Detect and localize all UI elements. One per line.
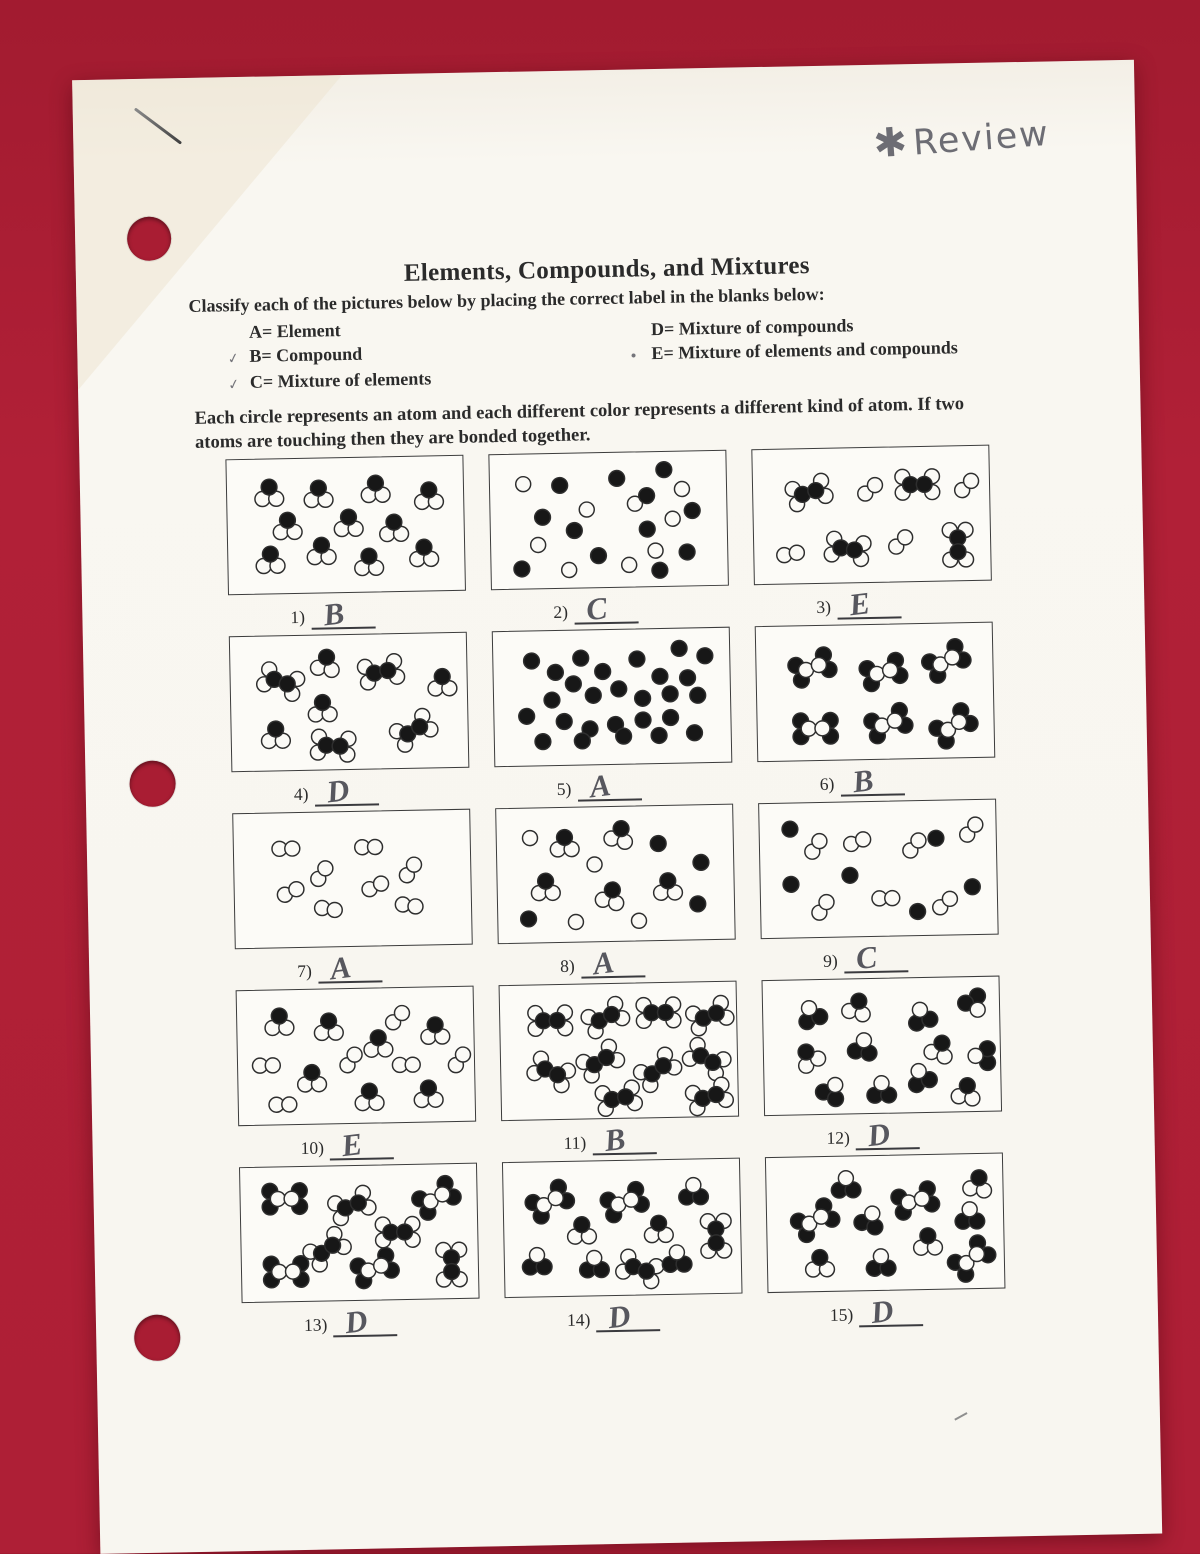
atom-light [968,817,983,832]
answer-row-15 [830,1292,1007,1329]
atom-light [912,1002,927,1017]
atom-light [327,902,342,917]
atom-dark [421,482,437,498]
molecule-diagram-box-2 [488,450,729,591]
atom-light [622,557,637,572]
atom-dark [556,713,572,729]
handwritten-review-note [872,109,1051,167]
atom-dark [412,719,428,735]
atom-light [867,477,882,492]
answer-blank [332,1127,395,1162]
atom-light [674,481,689,496]
worksheet-item-12 [762,976,1003,1158]
atom-dark [556,829,572,845]
atom-dark [629,651,645,667]
atom-light [874,1076,889,1091]
atom-dark [595,663,611,679]
worksheet-item-10 [236,986,477,1168]
answer-blank [316,773,379,808]
answer-blank [861,1294,924,1329]
page-title: Elements, Compounds, and Mixtures [403,252,811,287]
molecule-diagram-box-3 [751,445,992,586]
atom-dark [565,676,581,692]
atom-dark [279,512,295,528]
legend-label: E= Mixture of elements and compounds [651,337,959,364]
atom-dark [434,669,450,685]
atom-dark [660,873,676,889]
atom-light [587,1250,602,1265]
atom-dark [705,1054,721,1070]
atom-dark [971,1170,987,1186]
molecule-diagram-box-13 [239,1163,480,1304]
atom-light [885,891,900,906]
worksheet-item-14 [502,1158,743,1340]
atom-light [455,1047,470,1062]
handwritten-answer: B [602,1120,627,1159]
handwritten-answer: A [327,949,353,987]
handwritten-answer: E [339,1125,365,1164]
legend-label: A= Element [248,320,341,342]
atom-light [828,1077,843,1092]
handwritten-answer: A [587,767,613,805]
legend-label: D= Mixture of compounds [650,315,854,340]
atom-light [318,861,333,876]
item-number: 7) [297,960,313,982]
atom-dark [697,648,713,664]
answer-blank [319,950,382,985]
atom-dark [686,725,702,741]
answer-row-11 [563,1121,740,1158]
atom-dark [549,1012,565,1028]
atom-light [367,839,382,854]
answer-blank [842,763,905,798]
atom-dark [547,664,563,680]
atom-dark [420,1080,436,1096]
worksheet-item-8 [495,804,736,986]
atom-light [665,511,680,526]
pencil-mark [227,336,249,340]
atom-dark [655,1058,671,1074]
atom-light [968,1048,983,1063]
answer-row-7 [297,949,474,986]
atom-light [812,833,827,848]
atom-dark [611,681,627,697]
punch-hole-bottom [134,1314,181,1361]
atom-dark [380,662,396,678]
atom-light [284,1191,299,1206]
atom-light [887,713,902,728]
atom-dark [928,830,944,846]
answer-blank [598,1299,661,1334]
atom-dark [332,738,348,754]
atom-dark [427,1017,443,1033]
atom-light [270,1191,285,1206]
atom-dark [652,668,668,684]
atom-dark [616,728,632,744]
atom-dark [609,470,625,486]
atom-dark [321,1013,337,1029]
atom-dark [574,1217,590,1233]
answer-blank [335,1304,398,1339]
atom-dark [386,514,402,530]
atom-light [406,857,421,872]
atom-dark [350,1195,366,1211]
atom-dark [521,911,537,927]
molecule-diagram-box-8 [495,804,736,945]
answer-blank [579,768,642,803]
atom-dark [319,649,335,665]
atom-dark [708,1235,724,1251]
answer-row-2 [553,590,730,627]
atom-light [914,1191,929,1206]
atom-dark [271,1008,287,1024]
asterisk-mark: ✱ [871,118,911,168]
atom-dark [950,544,966,560]
answer-row-14 [567,1298,744,1335]
molecule-diagram-box-4 [229,632,470,773]
atom-dark [635,712,651,728]
handwritten-answer: E [846,585,872,623]
atom-light [789,545,804,560]
handwritten-answer: D [869,1292,896,1331]
pencil-mark: • [628,348,640,366]
legend-item-left-3 [228,366,432,396]
atom-light [373,876,388,891]
atom-dark [656,462,672,478]
atom-light [962,1202,977,1217]
atom-dark [635,690,651,706]
atom-dark [783,876,799,892]
handwritten-answer: D [324,771,351,810]
atom-dark [514,561,530,577]
atom-light [911,833,926,848]
answer-row-6 [819,762,996,799]
worksheet-item-5 [492,627,733,809]
worksheet-item-13 [239,1163,480,1345]
worksheet-item-11 [499,981,740,1163]
item-number: 14) [566,1309,591,1330]
atom-dark [361,548,377,564]
atom-light [579,502,594,517]
answer-blank [839,586,902,621]
atom-dark [279,676,295,692]
atom-light [945,650,960,665]
atom-light [669,1245,684,1260]
atom-dark [519,708,535,724]
legend-right-column [629,311,958,367]
atom-light [898,530,913,545]
legend-left-column [227,316,432,396]
atom-dark [310,480,326,496]
atom-dark [650,835,666,851]
atom-light [548,1190,563,1205]
item-number: 5) [556,778,572,800]
atom-dark [782,821,798,837]
handwritten-answer: C [583,590,609,628]
atom-dark [262,546,278,562]
atom-light [568,914,583,929]
atom-light [516,477,531,492]
atom-dark [538,873,554,889]
pencil-mark: ✓ [226,376,242,395]
atom-light [562,562,577,577]
atom-light [865,1206,880,1221]
atom-dark [690,687,706,703]
atom-dark [613,821,629,837]
atom-light [289,882,304,897]
atom-dark [268,721,284,737]
atom-light [408,899,423,914]
worksheet-item-15 [765,1153,1006,1335]
atom-dark [846,542,862,558]
answer-row-8 [560,944,737,981]
atom-light [801,721,816,736]
atom-dark [708,1005,724,1021]
atom-light [801,1001,816,1016]
molecule-diagram-box-7 [232,809,473,950]
atom-light [819,894,834,909]
stray-pencil-mark [954,1412,967,1421]
atom-dark [523,653,539,669]
atom-dark [590,548,606,564]
molecule-diagram-box-5 [492,627,733,768]
answer-row-10 [300,1126,477,1163]
atom-dark [325,1237,341,1253]
atom-light [405,1057,420,1072]
atom-light [856,1033,871,1048]
atom-dark [361,1083,377,1099]
worksheet-page [72,60,1162,1554]
worksheet-item-1 [225,455,466,637]
atom-dark [261,479,277,495]
atom-dark [574,733,590,749]
atom-dark [916,476,932,492]
atom-light [648,543,663,558]
answer-blank [313,596,376,631]
atom-dark [684,502,700,518]
atom-dark [444,1263,460,1279]
atom-light [285,841,300,856]
atom-dark [535,509,551,525]
molecule-diagram-box-11 [499,981,740,1122]
legend-label: B= Compound [249,343,363,366]
atom-light [631,913,646,928]
atom-dark [808,483,824,499]
atom-dark [934,1035,950,1051]
molecule-diagram-box-1 [225,455,466,596]
atom-light [969,1246,984,1261]
atom-dark [708,1087,724,1103]
atom-dark [573,650,589,666]
atom-dark [680,670,696,686]
worksheet-item-6 [755,622,996,804]
item-number: 6) [819,773,835,794]
atom-dark [910,903,926,919]
item-number: 4) [293,783,309,805]
atom-dark [416,539,432,555]
punch-hole-middle [129,760,176,807]
atom-light [522,830,537,845]
atom-light [374,1258,389,1273]
atom-light [942,891,957,906]
classify-instruction: Classify each of the pictures below by placing the correct label in the blanks below: [188,283,825,316]
item-number: 15) [829,1304,854,1325]
atom-light [686,1177,701,1192]
atom-dark [544,692,560,708]
atom-dark [964,879,980,895]
answer-blank [845,940,908,975]
handwritten-answer: D [865,1115,893,1154]
atom-light [624,1192,639,1207]
atom-dark [535,734,551,750]
atom-dark [663,709,679,725]
atom-dark [313,537,329,553]
legend-label: C= Mixture of elements [249,368,432,392]
atom-dark [652,562,668,578]
answer-blank [582,945,645,980]
item-number: 10) [300,1137,325,1159]
atom-light [347,1047,362,1062]
atom-dark [693,854,709,870]
item-number: 13) [303,1314,328,1335]
molecule-diagram-box-12 [762,976,1003,1117]
atom-dark [671,640,687,656]
item-number: 9) [822,950,838,971]
worksheet-item-9 [758,799,999,981]
atom-dark [639,488,655,504]
handwritten-answer: A [590,944,616,982]
item-number: 12) [826,1127,851,1148]
atom-dark [552,477,568,493]
atom-dark [585,687,601,703]
atom-light [811,657,826,672]
atom-light [883,662,898,677]
atom-light [394,1005,409,1020]
legend-item-right-2 [629,335,958,367]
atom-light [813,1209,828,1224]
atom-light [873,1249,888,1264]
atom-light [951,714,966,729]
atom-instructions: Each circle represents an atom and each different color represents a different kind of atom. If two atoms are touching then they are bonded together. [194,394,965,454]
atom-light [531,537,546,552]
atom-dark [662,686,678,702]
atom-light [815,721,830,736]
atom-dark [566,522,582,538]
legend-item-left-2 [227,340,431,370]
atom-light [963,473,978,488]
atom-light [282,1097,297,1112]
handwritten-answer: C [853,938,879,977]
molecule-diagram-box-6 [755,622,996,763]
atom-dark [842,867,858,883]
atom-dark [638,1263,654,1279]
atom-dark [367,475,383,491]
atom-dark [604,1007,620,1023]
item-number: 8) [560,955,575,976]
atom-dark [798,1044,814,1060]
atom-light [911,1064,926,1079]
answer-row-12 [826,1116,1003,1153]
atom-dark [304,1065,320,1081]
molecule-diagram-box-15 [765,1153,1006,1294]
atom-light [970,1002,985,1017]
atom-light [272,1264,287,1279]
handwritten-answer: D [343,1302,370,1341]
atom-dark [679,544,695,560]
item-number: 11) [563,1132,587,1153]
atom-dark [690,896,706,912]
atom-dark [959,1078,975,1094]
atom-light [856,832,871,847]
worksheet-item-3 [751,445,992,627]
answer-row-9 [823,939,1000,976]
atom-light [838,1171,853,1186]
pencil-mark: ✓ [226,350,241,369]
answer-row-5 [556,767,733,804]
worksheet-item-2 [488,450,729,632]
atom-light [529,1247,544,1262]
answer-row-13 [304,1303,481,1340]
answer-blank [576,591,639,626]
atom-light [435,1187,450,1202]
molecule-diagram-box-14 [502,1158,743,1299]
atom-dark [617,1089,633,1105]
atom-dark [549,1067,565,1083]
atom-dark [314,694,330,710]
atom-light [265,1058,280,1073]
item-number: 1) [290,606,306,628]
atom-dark [639,521,655,537]
worksheet-item-4 [229,632,470,814]
answer-row-1 [290,595,467,632]
answer-blank [594,1122,657,1157]
atom-dark [657,1005,673,1021]
answer-row-3 [816,585,993,622]
pencil-mark [629,333,651,337]
atom-dark [370,1030,386,1046]
answer-blank [857,1117,920,1152]
molecule-diagram-box-9 [758,799,999,940]
atom-dark [340,509,356,525]
atom-dark [812,1250,828,1266]
atom-dark [604,882,620,898]
atom-dark [598,1049,614,1065]
review-text: Review [911,113,1052,164]
handwritten-answer: B [850,762,875,800]
item-number: 2) [553,601,569,623]
atom-light [285,1264,300,1279]
handwritten-answer: B [320,595,346,633]
atom-dark [651,1215,667,1231]
worksheet-item-7 [232,809,473,991]
atom-dark [851,993,867,1009]
answer-row-4 [293,772,470,809]
handwritten-answer: D [606,1297,633,1336]
item-number: 3) [816,596,832,618]
atom-light [587,857,602,872]
atom-dark [397,1224,413,1240]
atom-dark [651,727,667,743]
molecule-diagram-box-10 [236,986,477,1127]
diagram-grid [225,445,1012,1345]
atom-dark [920,1228,936,1244]
